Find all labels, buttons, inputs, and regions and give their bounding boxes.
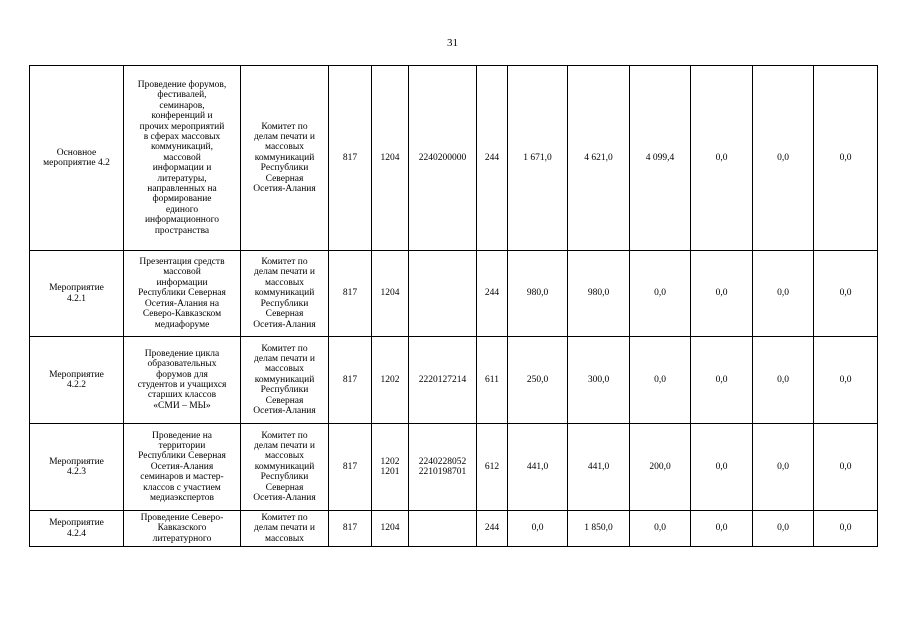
table-row bbox=[30, 66, 878, 251]
cell-value-2: 1 850,0 bbox=[568, 511, 630, 547]
cell-value-5: 0,0 bbox=[753, 251, 814, 337]
cell-description: Проведение Северо- Кавказского литературного bbox=[124, 511, 241, 547]
cell-description: Презентация средств массовой информации Республики Северная Осетия-Алания на Северо-Кавказском медиафоруме bbox=[124, 251, 241, 337]
cell-value-5: 0,0 bbox=[753, 337, 814, 424]
cell-rzpr: 1204 bbox=[372, 66, 409, 251]
cell-value-5: 0,0 bbox=[753, 424, 814, 511]
cell-value-2: 441,0 bbox=[568, 424, 630, 511]
cell-description: Проведение цикла образовательных форумов для студентов и учащихся старших классов «СМИ – МЫ» bbox=[124, 337, 241, 424]
cell-grbs: 817 bbox=[329, 66, 372, 251]
cell-value-6: 0,0 bbox=[814, 251, 878, 337]
cell-event-name: Мероприятие 4.2.4 bbox=[30, 511, 124, 547]
cell-value-3: 200,0 bbox=[630, 424, 691, 511]
table-row bbox=[30, 337, 878, 424]
page-number: 31 bbox=[447, 37, 458, 49]
cell-executor: Комитет по делам печати и массовых коммуникаций Республики Северная Осетия-Алания bbox=[241, 251, 329, 337]
cell-value-1: 250,0 bbox=[508, 337, 568, 424]
cell-value-6: 0,0 bbox=[814, 424, 878, 511]
cell-event-name: Основное мероприятие 4.2 bbox=[30, 66, 124, 251]
cell-rzpr: 1204 bbox=[372, 251, 409, 337]
cell-vr: 244 bbox=[477, 66, 508, 251]
cell-executor: Комитет по делам печати и массовых коммуникаций Республики Северная Осетия-Алания bbox=[241, 337, 329, 424]
cell-value-4: 0,0 bbox=[691, 66, 753, 251]
cell-event-name: Мероприятие 4.2.2 bbox=[30, 337, 124, 424]
cell-csr bbox=[409, 511, 477, 547]
cell-grbs: 817 bbox=[329, 337, 372, 424]
cell-event-name: Мероприятие 4.2.3 bbox=[30, 424, 124, 511]
cell-value-2: 980,0 bbox=[568, 251, 630, 337]
cell-value-3: 0,0 bbox=[630, 511, 691, 547]
cell-value-4: 0,0 bbox=[691, 424, 753, 511]
cell-value-4: 0,0 bbox=[691, 337, 753, 424]
cell-value-6: 0,0 bbox=[814, 511, 878, 547]
cell-vr: 611 bbox=[477, 337, 508, 424]
cell-value-3: 0,0 bbox=[630, 337, 691, 424]
cell-value-3: 4 099,4 bbox=[630, 66, 691, 251]
cell-csr: 2240200000 bbox=[409, 66, 477, 251]
cell-executor: Комитет по делам печати и массовых коммуникаций Республики Северная Осетия-Алания bbox=[241, 424, 329, 511]
cell-value-6: 0,0 bbox=[814, 66, 878, 251]
cell-rzpr: 1202 bbox=[372, 337, 409, 424]
cell-value-2: 4 621,0 bbox=[568, 66, 630, 251]
cell-value-1: 1 671,0 bbox=[508, 66, 568, 251]
cell-executor: Комитет по делам печати и массовых bbox=[241, 511, 329, 547]
cell-description: Проведение на территории Республики Северная Осетия-Алания семинаров и мастер- классов с участием медиаэкспертов bbox=[124, 424, 241, 511]
cell-event-name: Мероприятие 4.2.1 bbox=[30, 251, 124, 337]
cell-csr: 2240228052 2210198701 bbox=[409, 424, 477, 511]
cell-rzpr: 1202 1201 bbox=[372, 424, 409, 511]
table-row bbox=[30, 511, 878, 547]
cell-grbs: 817 bbox=[329, 424, 372, 511]
cell-vr: 612 bbox=[477, 424, 508, 511]
cell-csr bbox=[409, 251, 477, 337]
cell-value-5: 0,0 bbox=[753, 66, 814, 251]
cell-value-3: 0,0 bbox=[630, 251, 691, 337]
cell-csr: 2220127214 bbox=[409, 337, 477, 424]
cell-value-1: 0,0 bbox=[508, 511, 568, 547]
cell-rzpr: 1204 bbox=[372, 511, 409, 547]
cell-value-1: 980,0 bbox=[508, 251, 568, 337]
cell-description: Проведение форумов, фестивалей, семинаров, конференций и прочих мероприятий в сферах массовых коммуникаций, массовой информации и литературы, направленных на формирование единого информационного пространства bbox=[124, 66, 241, 251]
table-row bbox=[30, 251, 878, 337]
cell-grbs: 817 bbox=[329, 251, 372, 337]
cell-grbs: 817 bbox=[329, 511, 372, 547]
budget-table bbox=[29, 65, 878, 547]
cell-value-6: 0,0 bbox=[814, 337, 878, 424]
cell-value-4: 0,0 bbox=[691, 251, 753, 337]
cell-value-1: 441,0 bbox=[508, 424, 568, 511]
cell-value-5: 0,0 bbox=[753, 511, 814, 547]
cell-executor: Комитет по делам печати и массовых коммуникаций Республики Северная Осетия-Алания bbox=[241, 66, 329, 251]
cell-value-2: 300,0 bbox=[568, 337, 630, 424]
cell-vr: 244 bbox=[477, 251, 508, 337]
cell-value-4: 0,0 bbox=[691, 511, 753, 547]
cell-vr: 244 bbox=[477, 511, 508, 547]
table-row bbox=[30, 424, 878, 511]
